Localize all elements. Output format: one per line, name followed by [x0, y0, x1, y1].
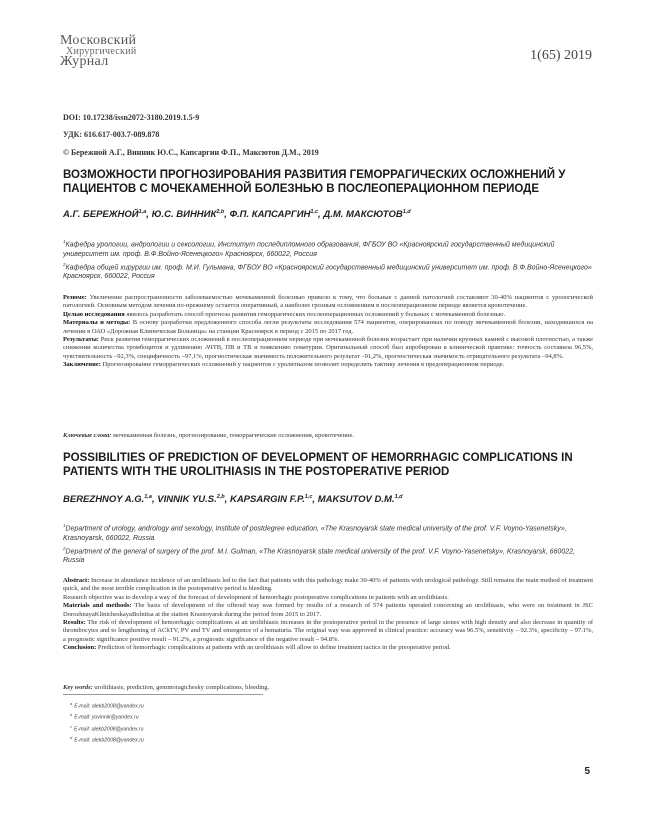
copyright: © Бережной А.Г., Винник Ю.С., Капсаргин Ф.П., Максютов Д.М., 2019: [63, 148, 319, 157]
keywords-ru: Ключевые слова: мочекаменная болезнь, прогнозирование, геморрагические осложнения, кровотечение.: [63, 432, 354, 439]
authors-ru: А.Г. $БЕРЕЖНОЙ^{1,а}$, Ю.С. ВИННИК$^{2,b}$, Ф.П. КАПСАРГИН$^{1,c}$, Д.М. МАКСЮТОВ$^{1,d}$: [63, 209, 411, 221]
affiliations-en: $^1$Department of urology, andrology and sexology, Institute of postdegree education, «The Krasnoyarsk state medical university of the prof. V.F. Voyno-Yasenetsky», Krasnoyarsk, 660022, Russia $^2$Department of the general of surgery of the prof. M.I. Gulman, «The Krasnoyarsk state medical university of the prof. V.F. Voyno-Yasenetsky», Krasnoyarsk, 660022, Russia: [63, 523, 575, 565]
journal-logo: [60, 33, 180, 72]
doi: DOI: 10.17238/issn2072-3180.2019.1.5-9: [63, 113, 200, 122]
footnotes: [70, 700, 144, 745]
udk: УДК: 616.617-003.7-089.878: [63, 130, 160, 139]
authors-en: BEREZHNOY A.G.$^{1,a}$, VINNIK YU.S.$^{2,b}$, KAPSARGIN F.P.$^{1,c}$, MAKSUTOV D.M.$^{1,d}$: [63, 494, 403, 506]
journal-name-line1: Московский: [60, 33, 137, 48]
footnote-email: $^c$E-mail: alekb2008@yandex.ru: [70, 723, 144, 733]
journal-name-line3: Журнал: [60, 54, 109, 69]
page-number: 5: [584, 766, 590, 777]
footnote-email: $^b$E-mail: yuvinnik@yandex.ru: [70, 712, 139, 722]
journal-name-line2: Хирургический: [66, 46, 137, 57]
affiliations-ru: $^1$Кафедра урологии, андрологии и сексологии, Институт последипломного образования, ФГБОУ ВО «Красноярский государственный медицинский университет им. проф. В.Ф.Войно-Ясенецкого» Красноярск, 660022, Россия $^2$Кафедра общей хирургии им. проф. М.И. Гульмана, ФГБОУ ВО «Красноярский государственный медицинский университет им. проф. В.Ф.Войно-Ясенецкого» Красноярск, 660022, Россия: [63, 239, 592, 281]
issue-number: 1(65) 2019: [530, 48, 592, 63]
page-title-en: POSSIBILITIES OF PREDICTION OF DEVELOPMENT OF HEMORRHAGIC COMPLICATIONS IN PATIENTS WITH THE UROLITHIASIS IN THE POSTOPERATIVE PERIOD: [63, 452, 573, 478]
footnote-divider: [63, 694, 263, 695]
footnote-email: $^a$E-mail: alekb2008@yandex.ru: [70, 701, 144, 710]
keywords-en: Key words: urolithiasis, prediction, gemmoragichesky complications, bleeding.: [63, 684, 270, 691]
abstract-ru: Резюме: Увеличение распространенности заболеваемостью мочекаменной болезнью привело к тому, что больные с данной патологией составляют 30-40% пациентов с урологической патологией. Основным методом лечения по-прежнему остается оперативный, а наиболее грозным осложнением в послеоперационном периоде является кровотечение. Целью исследования явилось разработать способ прогноза развития геморрагических послеоперационных осложнений у больных с мочекаменной болезнью. Материалы и методы: В основу разработки предложенного способа легли результаты исследования 574 пациентов, оперированных по поводу мочекаменной болезни, находившихся на лечении в ОАО «Дорожная Клиническая Больница» на станции Красноярск в период с 2015 по 2017 год. Результаты: Риск развития геморрагических осложнений в послеоперационном периоде при мочекаменной болезни возрастает при наличии крупных камней с высокой плотностью, а также снижении количества тромбоцитов и удлинению АЧТВ, ПВ и ТВ и появлению гематурии. Оригинальный способ был апробирован в клинической практике: точность составила 96,5%, чувствительность –92,3%, специфичность –97,1%, прогностическая значимость положительного результат –91,2%, прогностическая значимость отрицательного результата –94,8%. Заключение: Прогнозирование геморрагических осложнений у пациентов с уролитиазом позволит определить тактику лечения в предоперационном периоде.: [63, 294, 594, 369]
page-title-ru: ВОЗМОЖНОСТИ ПРОГНОЗИРОВАНИЯ РАЗВИТИЯ ГЕМОРРАГИЧЕСКИХ ОСЛОЖНЕНИЙ У ПАЦИЕНТОВ С МОЧЕКАМЕННОЙ БОЛЕЗНЬЮ В ПОСЛЕОПЕРАЦИОННОМ ПЕРИОДЕ: [63, 169, 566, 195]
footnote-email: $^d$E-mail: alekb2008@yandex.ru: [70, 734, 144, 744]
abstract-en: Abstract: Increase in abundance incidence of an urolithiasis led to the fact that patients with this pathology make 30-40% of patients with urological pathology. Still remains the main method of treatment quick, and the most terrible complication in the postoperative period is bleeding. Research objective was to develop a way of the forecast of development of hemorrhagic postoperative complications in patients with an urolithiasis. Materials and methods: The basis of development of the offered way was formed by results of a research of 574 patients operated concerning an urolithiasis, who were on treatment in JSC DorozhnayaKlinicheskayaBolnitsa at the station Krasnoyarsk during the period from 2015 to 2017. Results: The risk of development of hemorrhagic complications at an urolithiasis increases in the postoperative period in the presence of large stones with high density and also decrease in quantity of thrombocytes and to lengthening of AChTV, PV and TV and emergence of a hematuria. The original way was approved in clinical practice: accuracy was 96.5%, sensitivity – 92.3%, specificity – 97.1%, a prognostic significance positive result – 91.2%, a prognostic significance of the negative result – 94.8%. Conclusion: Prediction of hemorrhagic complications at patients with an urolithiasis will allow to define treatment tactics in the preoperative period.: [63, 577, 594, 652]
